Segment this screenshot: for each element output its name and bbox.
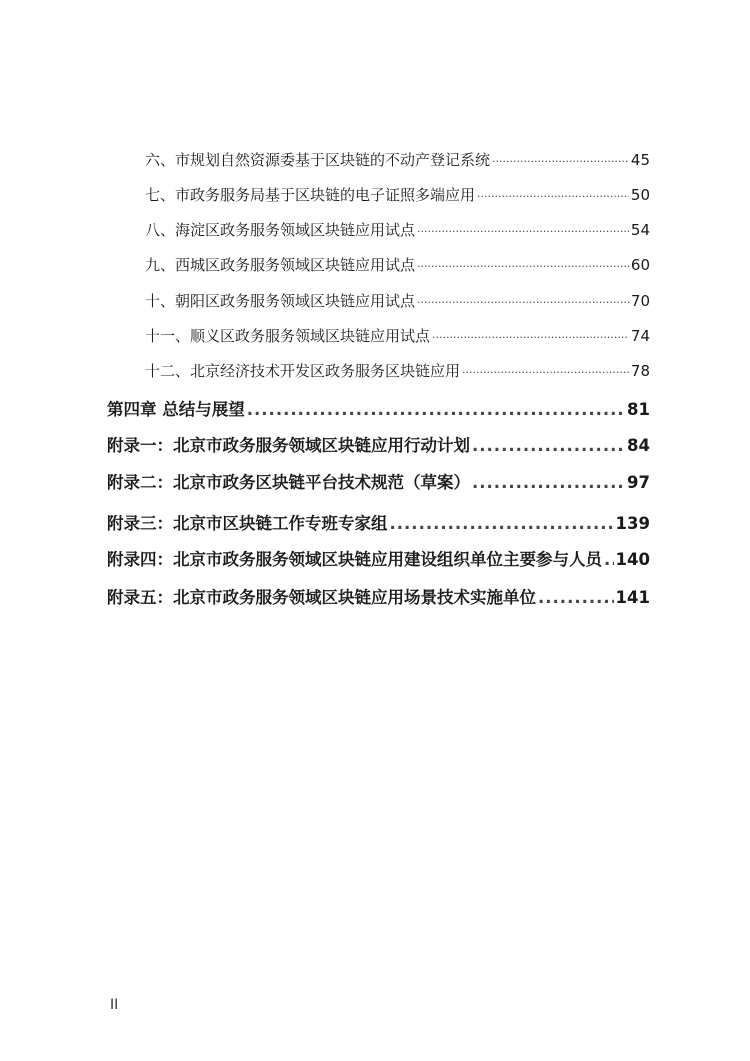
dot-leader — [390, 514, 614, 533]
toc-appendix-2[interactable] — [107, 469, 650, 493]
toc-entry-page: 74 — [630, 327, 650, 345]
toc-entry-title: 十二、北京经济技术开发区政务服务区块链应用 — [145, 362, 461, 380]
dot-leader — [432, 331, 629, 344]
toc-entry-page: 139 — [615, 514, 650, 533]
toc-chapter-4[interactable] — [107, 396, 650, 420]
toc-entry-title: 附录二：北京市政务区块链平台技术规范（草案） — [107, 473, 470, 492]
dot-leader — [462, 366, 629, 379]
toc-entry-page: 78 — [630, 362, 650, 380]
toc-entry-title: 附录一：北京市政务服务领域区块链应用行动计划 — [107, 436, 470, 455]
dot-leader — [417, 260, 629, 273]
toc-entry-page: 84 — [627, 436, 650, 455]
toc-entry-title: 十一、顺义区政务服务领域区块链应用试点 — [145, 327, 431, 345]
toc-appendix-4[interactable] — [107, 546, 650, 570]
toc-entry-title: 附录三：北京市区块链工作专班专家组 — [107, 514, 388, 533]
toc-entry-title: 七、市政务服务局基于区块链的电子证照多端应用 — [145, 186, 476, 204]
toc-entry-6[interactable] — [145, 149, 650, 170]
toc-entry-page: 70 — [630, 292, 650, 310]
dot-leader — [472, 436, 625, 455]
toc-entry-9[interactable] — [145, 254, 650, 275]
toc-entry-title: 十、朝阳区政务服务领域区块链应用试点 — [145, 292, 416, 310]
dot-leader — [538, 588, 614, 607]
toc-entry-title: 九、西城区政务服务领域区块链应用试点 — [145, 256, 416, 274]
dot-leader — [492, 155, 629, 168]
dot-leader — [604, 550, 614, 569]
dot-leader — [417, 296, 629, 309]
dot-leader — [472, 473, 625, 492]
toc-entry-7[interactable] — [145, 184, 650, 205]
toc-entry-page: 81 — [627, 400, 650, 419]
toc-entry-page: 60 — [630, 256, 650, 274]
toc-entry-title: 附录五：北京市政务服务领域区块链应用场景技术实施单位 — [107, 588, 536, 607]
page-number: II — [110, 997, 119, 1013]
toc-entry-8[interactable] — [145, 219, 650, 240]
toc-appendix-1[interactable] — [107, 432, 650, 456]
dot-leader — [247, 400, 625, 419]
toc-entry-page: 54 — [630, 221, 650, 239]
toc-entry-page: 45 — [630, 151, 650, 169]
dot-leader — [477, 190, 629, 203]
toc-entry-title: 第四章 总结与展望 — [107, 400, 245, 419]
toc-entry-title: 八、海淀区政务服务领域区块链应用试点 — [145, 221, 416, 239]
toc-entry-title: 附录四：北京市政务服务领域区块链应用建设组织单位主要参与人员 — [107, 550, 602, 569]
toc-entry-11[interactable] — [145, 325, 650, 346]
toc-entry-page: 141 — [615, 588, 650, 607]
toc-appendix-3[interactable] — [107, 510, 650, 534]
toc-entry-title: 六、市规划自然资源委基于区块链的不动产登记系统 — [145, 151, 491, 169]
toc-entry-page: 140 — [615, 550, 650, 569]
toc-entry-12[interactable] — [145, 360, 650, 381]
dot-leader — [417, 225, 629, 238]
toc-entry-page: 50 — [630, 186, 650, 204]
toc-entry-page: 97 — [627, 473, 650, 492]
toc-entry-10[interactable] — [145, 290, 650, 311]
toc-appendix-5[interactable] — [107, 584, 650, 608]
